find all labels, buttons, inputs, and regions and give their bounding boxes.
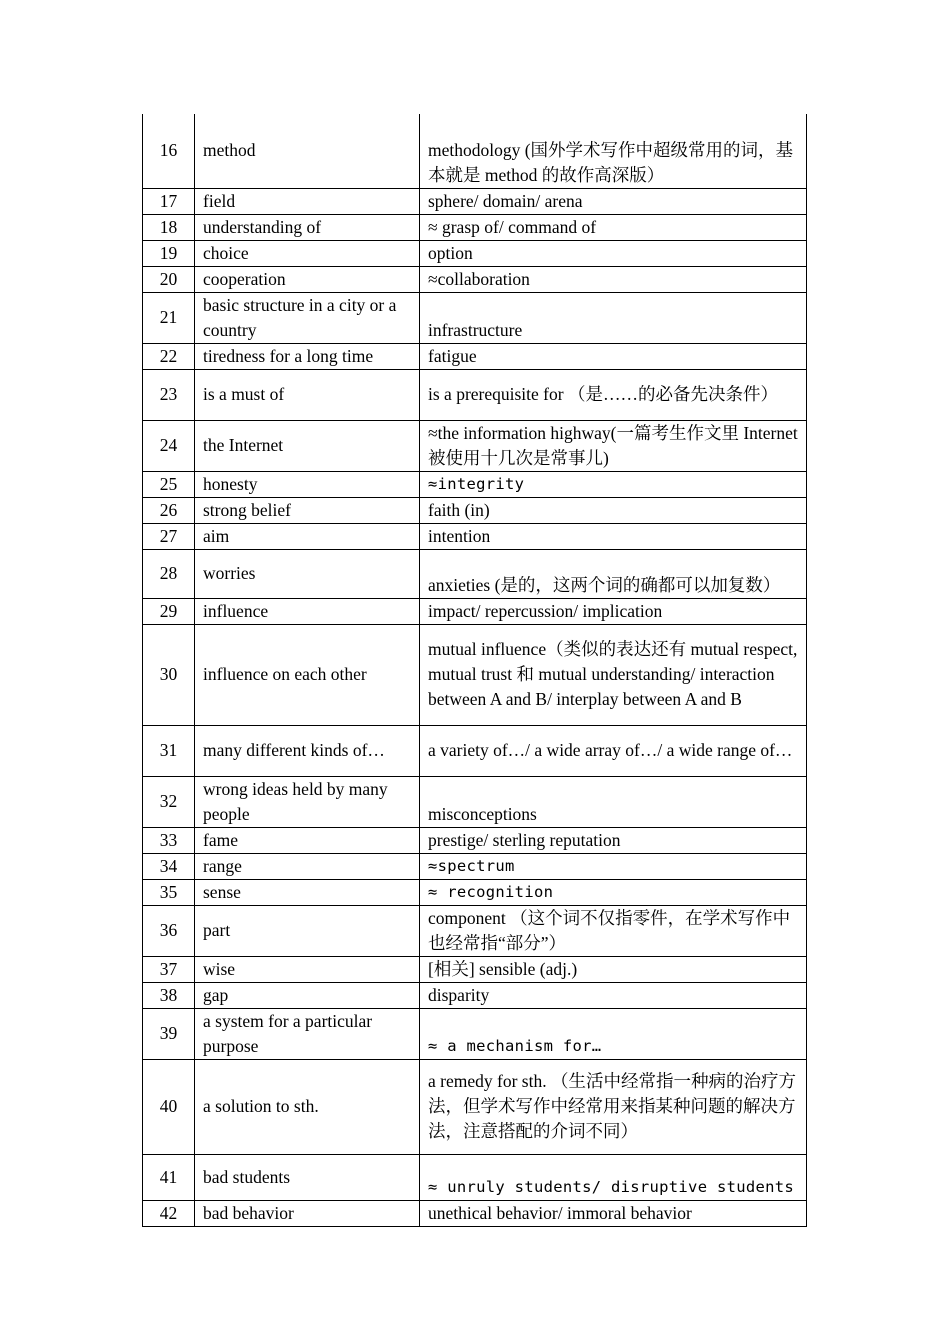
row-number: 42 — [143, 1200, 195, 1226]
advanced-alternative: misconceptions — [420, 776, 807, 827]
original-word: sense — [195, 879, 420, 905]
advanced-alternative: ≈integrity — [420, 471, 807, 497]
original-word: cooperation — [195, 266, 420, 292]
advanced-alternative: ≈ a mechanism for… — [420, 1008, 807, 1059]
original-word: bad behavior — [195, 1200, 420, 1226]
original-word: strong belief — [195, 497, 420, 523]
advanced-alternative: ≈collaboration — [420, 266, 807, 292]
table-row — [143, 369, 807, 420]
advanced-alternative: ≈spectrum — [420, 853, 807, 879]
original-word: many different kinds of… — [195, 725, 420, 776]
table-row — [143, 523, 807, 549]
row-number: 39 — [143, 1008, 195, 1059]
row-number: 41 — [143, 1154, 195, 1200]
row-number: 40 — [143, 1059, 195, 1154]
original-word: gap — [195, 982, 420, 1008]
row-number: 24 — [143, 420, 195, 471]
original-word: wrong ideas held by many people — [195, 776, 420, 827]
table-row — [143, 905, 807, 956]
advanced-alternative: option — [420, 240, 807, 266]
row-number: 17 — [143, 188, 195, 214]
table-row — [143, 292, 807, 343]
original-word: understanding of — [195, 214, 420, 240]
advanced-alternative: [相关] sensible (adj.) — [420, 956, 807, 982]
table-row — [143, 420, 807, 471]
advanced-alternative: sphere/ domain/ arena — [420, 188, 807, 214]
table-row — [143, 598, 807, 624]
advanced-alternative: unethical behavior/ immoral behavior — [420, 1200, 807, 1226]
row-number: 35 — [143, 879, 195, 905]
row-number: 30 — [143, 624, 195, 725]
advanced-alternative: prestige/ sterling reputation — [420, 827, 807, 853]
vocabulary-table — [142, 114, 807, 1227]
table-row — [143, 188, 807, 214]
advanced-alternative: mutual influence（类似的表达还有 mutual respect, mutual trust 和 mutual understanding/ interaction between A and B/ interplay between A and B — [420, 624, 807, 725]
row-number: 22 — [143, 343, 195, 369]
original-word: influence on each other — [195, 624, 420, 725]
original-word: fame — [195, 827, 420, 853]
original-word: honesty — [195, 471, 420, 497]
advanced-alternative: is a prerequisite for （是……的必备先决条件） — [420, 369, 807, 420]
original-word: range — [195, 853, 420, 879]
table-row — [143, 240, 807, 266]
row-number: 32 — [143, 776, 195, 827]
table-row — [143, 471, 807, 497]
table-row — [143, 879, 807, 905]
original-word: wise — [195, 956, 420, 982]
advanced-alternative: component （这个词不仅指零件，在学术写作中也经常指“部分”） — [420, 905, 807, 956]
advanced-alternative: disparity — [420, 982, 807, 1008]
table-row — [143, 497, 807, 523]
advanced-alternative: ≈the information highway(一篇考生作文里 Internet 被使用十几次是常事儿) — [420, 420, 807, 471]
original-word: method — [195, 114, 420, 188]
row-number: 20 — [143, 266, 195, 292]
table-row — [143, 956, 807, 982]
original-word: choice — [195, 240, 420, 266]
row-number: 21 — [143, 292, 195, 343]
original-word: a solution to sth. — [195, 1059, 420, 1154]
row-number: 29 — [143, 598, 195, 624]
row-number: 28 — [143, 549, 195, 598]
original-word: influence — [195, 598, 420, 624]
table-row — [143, 776, 807, 827]
row-number: 16 — [143, 114, 195, 188]
original-word: basic structure in a city or a country — [195, 292, 420, 343]
original-word: aim — [195, 523, 420, 549]
row-number: 25 — [143, 471, 195, 497]
original-word: part — [195, 905, 420, 956]
original-word: bad students — [195, 1154, 420, 1200]
table-row — [143, 725, 807, 776]
advanced-alternative: intention — [420, 523, 807, 549]
row-number: 33 — [143, 827, 195, 853]
table-row — [143, 214, 807, 240]
advanced-alternative: infrastructure — [420, 292, 807, 343]
row-number: 37 — [143, 956, 195, 982]
table-row — [143, 549, 807, 598]
table-row — [143, 624, 807, 725]
advanced-alternative: a variety of…/ a wide array of…/ a wide range of… — [420, 725, 807, 776]
original-word: worries — [195, 549, 420, 598]
row-number: 23 — [143, 369, 195, 420]
advanced-alternative: impact/ repercussion/ implication — [420, 598, 807, 624]
table-row — [143, 1059, 807, 1154]
advanced-alternative: ≈ unruly students/ disruptive students — [420, 1154, 807, 1200]
original-word: field — [195, 188, 420, 214]
advanced-alternative: a remedy for sth. （生活中经常指一种病的治疗方法，但学术写作中经常用来指某种问题的解决方法，注意搭配的介词不同） — [420, 1059, 807, 1154]
table-row — [143, 114, 807, 188]
table-row — [143, 853, 807, 879]
row-number: 31 — [143, 725, 195, 776]
advanced-alternative: ≈ recognition — [420, 879, 807, 905]
row-number: 27 — [143, 523, 195, 549]
table-row — [143, 1008, 807, 1059]
original-word: tiredness for a long time — [195, 343, 420, 369]
row-number: 26 — [143, 497, 195, 523]
advanced-alternative: methodology (国外学术写作中超级常用的词，基本就是 method 的故作高深版） — [420, 114, 807, 188]
original-word: is a must of — [195, 369, 420, 420]
advanced-alternative: faith (in) — [420, 497, 807, 523]
advanced-alternative: ≈ grasp of/ command of — [420, 214, 807, 240]
table-row — [143, 343, 807, 369]
advanced-alternative: anxieties (是的，这两个词的确都可以加复数） — [420, 549, 807, 598]
row-number: 19 — [143, 240, 195, 266]
row-number: 36 — [143, 905, 195, 956]
table-row — [143, 1200, 807, 1226]
table-row — [143, 1154, 807, 1200]
row-number: 38 — [143, 982, 195, 1008]
row-number: 18 — [143, 214, 195, 240]
advanced-alternative: fatigue — [420, 343, 807, 369]
row-number: 34 — [143, 853, 195, 879]
original-word: the Internet — [195, 420, 420, 471]
table-row — [143, 982, 807, 1008]
original-word: a system for a particular purpose — [195, 1008, 420, 1059]
table-row — [143, 266, 807, 292]
table-row — [143, 827, 807, 853]
